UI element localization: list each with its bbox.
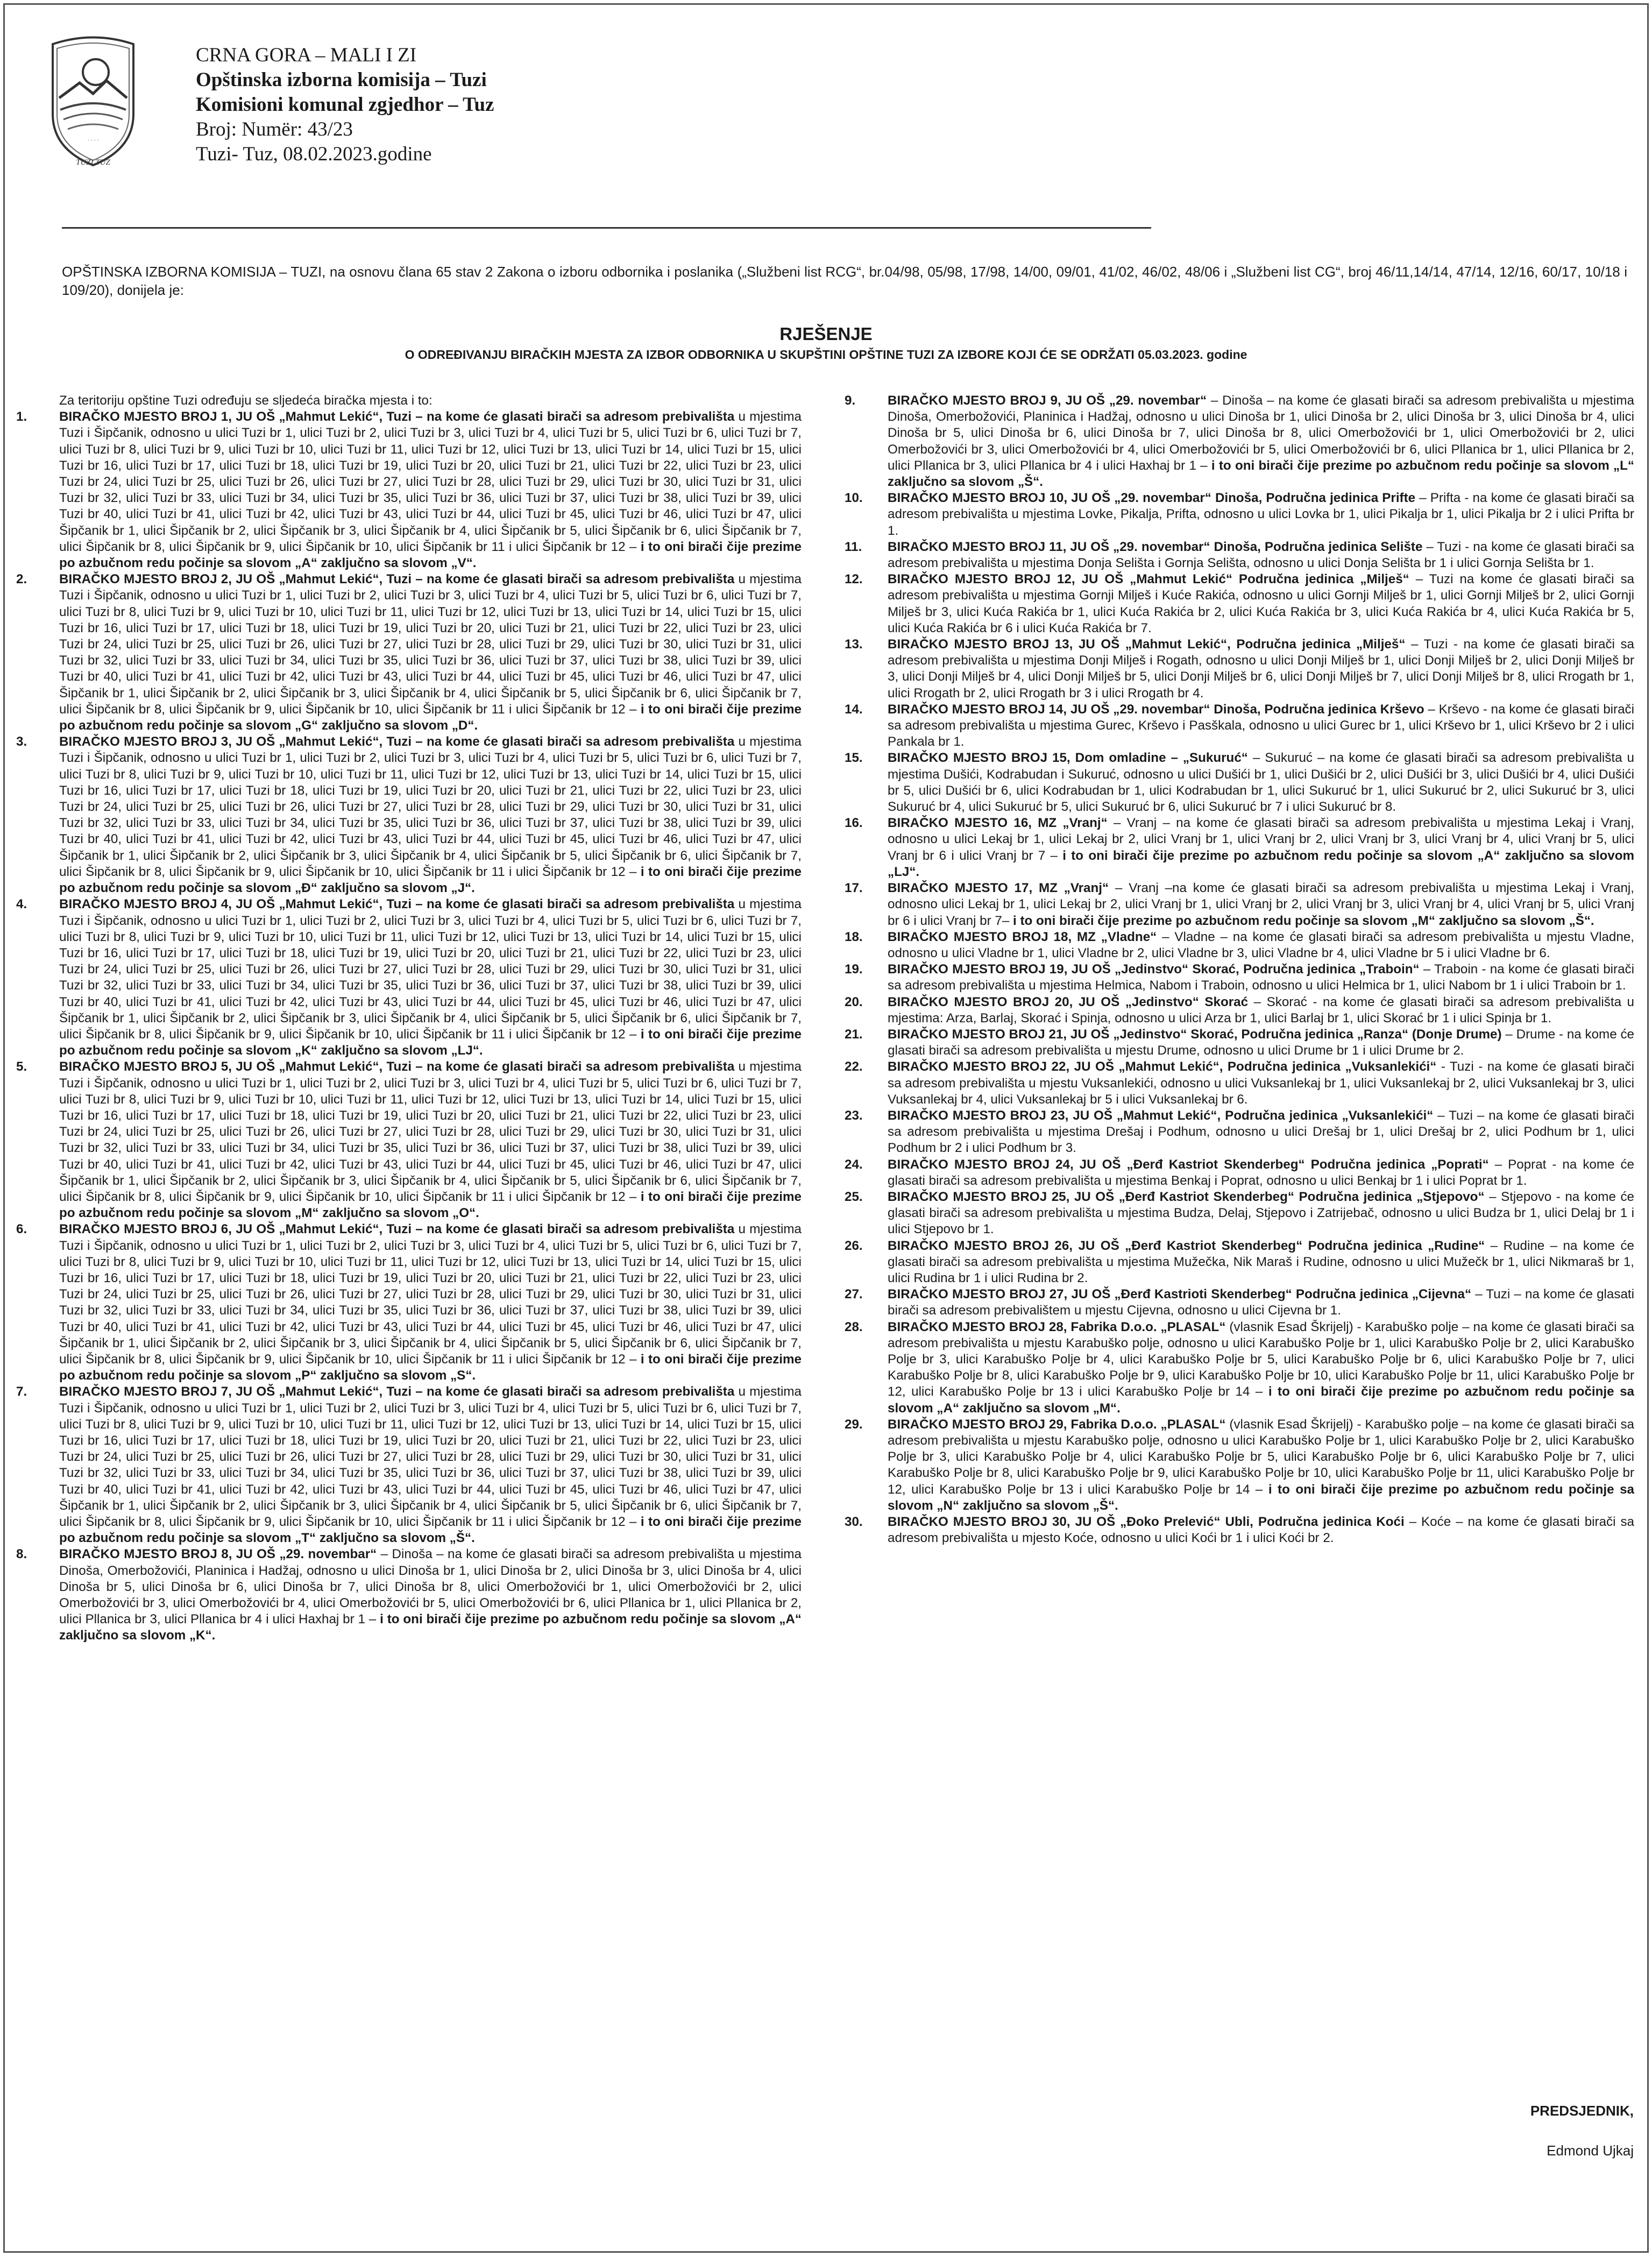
item-number: 14. [845,702,863,717]
polling-station-item [845,393,1634,490]
polling-station-item [16,1546,802,1644]
item-body: – Poprat - na kome će glasati birači sa adresom prebivališta u mjestima Benkaj i Poprat, odnosno u ulici Benkaj br 1 i ulici Poprat br 1. [888,1157,1634,1188]
item-body: – Tuzi - na kome će glasati birači sa adresom prebivališta u mjestima Donja Selišta i Gornja Selišta, odnosno u ulici Donja Selišta br 1 i ulici Gornja Selišta br 1. [888,539,1634,571]
polling-station-item [845,961,1634,994]
intro-paragraph: OPŠTINSKA IZBORNA KOMISIJA – TUZI, na osnovu člana 65 stav 2 Zakona o izboru odbornika i poslanika („Službeni list RCG“, br.04/98, 05/98, 17/98, 14/00, 09/01, 41/02, 46/02, 48/06 i „Službeni list CG“, broj 46/11,14/14, 47/14, 12/16, 60/17, 10/18 i 109/20), donijela je: [62,264,1627,298]
item-body: – Stjepovo - na kome će glasati birači sa adresom prebivališta u mjestima Budza, Delaj, Stjepovo i Zatrijebač, odnosno u ulici Budza br 1, ulici Delaj br 1 i ulici Stjepovo br 1. [888,1189,1634,1237]
item-heading: BIRAČKO MJESTO BROJ 21, JU OŠ „Jedinstvo“ Skorać, Područna jedinica „Ranza“ (Donje Drume) [888,1027,1502,1042]
item-body: – Dinoša – na kome će glasati birači sa adresom prebivališta u mjestima Dinoša, Omerbožovići, Planinica i Hadžaj, odnosno u ulici Dinoša br 1, ulici Dinoša br 2, ulici Dinoša br 3, ulici Dinoša br 4, ulici Dinoša br 5, ulici Dinoša br 6, ulici Dinoša br 7, ulici Dinoša br 8, ulici Omerbožovići br 1, ulici Omerbožovići br 2, ulici Omerbožovići br 3, ulici Omerbožovići br 4, ulici Omerbožovići br 5, ulici Omerbožovići br 6, ulici Pllanica br 1, ulici Pllanica br 2, ulici Pllanica br 3, ulici Pllanica br 4 i ulici Haxhaj br 1 – [59,1547,802,1627]
item-heading: BIRAČKO MJESTO BROJ 6, JU OŠ „Mahmut Lekić“, Tuzi – na kome će glasati birači sa adresom prebivališta [59,1222,735,1237]
item-heading: BIRAČKO MJESTO 17, MZ „Vranj“ [888,881,1109,896]
country-name: CRNA GORA – MALI I ZI [196,44,417,66]
polling-station-item [845,490,1634,539]
item-number: 11. [845,539,862,554]
item-surname-range: i to oni birači čije prezime po azbučnom redu počinje sa slovom „A“ zaključno sa slovom „M“. [888,1384,1634,1416]
item-heading: BIRAČKO MJESTO BROJ 25, JU OŠ „Đerđ Kastriot Skenderbeg“ Područna jedinica „Stjepovo“ [888,1189,1485,1204]
item-body: u mjestima Tuzi i Šipčanik, odnosno u ulici Tuzi br 1, ulici Tuzi br 2, ulici Tuzi br 3, ulici Tuzi br 4, ulici Tuzi br 5, ulici Tuzi br 6, ulici Tuzi br 7, ulici Tuzi br 8, ulici Tuzi br 9, ulici Tuzi br 10, ulici Tuzi br 11, ulici Tuzi br 12, ulici Tuzi br 13, ulici Tuzi br 14, ulici Tuzi br 15, ulici Tuzi br 16, ulici Tuzi br 17, ulici Tuzi br 18, ulici Tuzi br 19, ulici Tuzi br 20, ulici Tuzi br 21, ulici Tuzi br 22, ulici Tuzi br 23, ulici Tuzi br 24, ulici Tuzi br 25, ulici Tuzi br 26, ulici Tuzi br 27, ulici Tuzi br 28, ulici Tuzi br 29, ulici Tuzi br 30, ulici Tuzi br 31, ulici Tuzi br 32, ulici Tuzi br 33, ulici Tuzi br 34, ulici Tuzi br 35, ulici Tuzi br 36, ulici Tuzi br 37, ulici Tuzi br 38, ulici Tuzi br 39, ulici Tuzi br 40, ulici Tuzi br 41, ulici Tuzi br 42, ulici Tuzi br 43, ulici Tuzi br 44, ulici Tuzi br 45, ulici Tuzi br 46, ulici Tuzi br 47, ulici Šipčanik br 1, ulici Šipčanik br 2, ulici Šipčanik br 3, ulici Šipčanik br 4, ulici Šipčanik br 5, ulici Šipčanik br 6, ulici Šipčanik br 7, ulici Šipčanik br 8, ulici Šipčanik br 9, ulici Šipčanik br 10, ulici Šipčanik br 11 i ulici Šipčanik br 12 – [59,1384,802,1530]
item-number: 27. [845,1287,863,1302]
item-body: u mjestima Tuzi i Šipčanik, odnosno u ulici Tuzi br 1, ulici Tuzi br 2, ulici Tuzi br 3, ulici Tuzi br 4, ulici Tuzi br 5, ulici Tuzi br 6, ulici Tuzi br 7, ulici Tuzi br 8, ulici Tuzi br 9, ulici Tuzi br 10, ulici Tuzi br 11, ulici Tuzi br 12, ulici Tuzi br 13, ulici Tuzi br 14, ulici Tuzi br 15, ulici Tuzi br 16, ulici Tuzi br 17, ulici Tuzi br 18, ulici Tuzi br 19, ulici Tuzi br 20, ulici Tuzi br 21, ulici Tuzi br 22, ulici Tuzi br 23, ulici Tuzi br 24, ulici Tuzi br 25, ulici Tuzi br 26, ulici Tuzi br 27, ulici Tuzi br 28, ulici Tuzi br 29, ulici Tuzi br 30, ulici Tuzi br 31, ulici Tuzi br 32, ulici Tuzi br 33, ulici Tuzi br 34, ulici Tuzi br 35, ulici Tuzi br 36, ulici Tuzi br 37, ulici Tuzi br 38, ulici Tuzi br 39, ulici Tuzi br 40, ulici Tuzi br 41, ulici Tuzi br 42, ulici Tuzi br 43, ulici Tuzi br 44, ulici Tuzi br 45, ulici Tuzi br 46, ulici Tuzi br 47, ulici Šipčanik br 1, ulici Šipčanik br 2, ulici Šipčanik br 3, ulici Šipčanik br 4, ulici Šipčanik br 5, ulici Šipčanik br 6, ulici Šipčanik br 7, ulici Šipčanik br 8, ulici Šipčanik br 9, ulici Šipčanik br 10, ulici Šipčanik br 11 i ulici Šipčanik br 12 – [59,1059,802,1204]
item-body: u mjestima Tuzi i Šipčanik, odnosno u ulici Tuzi br 1, ulici Tuzi br 2, ulici Tuzi br 3, ulici Tuzi br 4, ulici Tuzi br 5, ulici Tuzi br 6, ulici Tuzi br 7, ulici Tuzi br 8, ulici Tuzi br 9, ulici Tuzi br 10, ulici Tuzi br 11, ulici Tuzi br 12, ulici Tuzi br 13, ulici Tuzi br 14, ulici Tuzi br 15, ulici Tuzi br 16, ulici Tuzi br 17, ulici Tuzi br 18, ulici Tuzi br 19, ulici Tuzi br 20, ulici Tuzi br 21, ulici Tuzi br 22, ulici Tuzi br 23, ulici Tuzi br 24, ulici Tuzi br 25, ulici Tuzi br 26, ulici Tuzi br 27, ulici Tuzi br 28, ulici Tuzi br 29, ulici Tuzi br 30, ulici Tuzi br 31, ulici Tuzi br 32, ulici Tuzi br 33, ulici Tuzi br 34, ulici Tuzi br 35, ulici Tuzi br 36, ulici Tuzi br 37, ulici Tuzi br 38, ulici Tuzi br 39, ulici Tuzi br 40, ulici Tuzi br 41, ulici Tuzi br 42, ulici Tuzi br 43, ulici Tuzi br 44, ulici Tuzi br 45, ulici Tuzi br 46, ulici Tuzi br 47, ulici Šipčanik br 1, ulici Šipčanik br 2, ulici Šipčanik br 3, ulici Šipčanik br 4, ulici Šipčanik br 5, ulici Šipčanik br 6, ulici Šipčanik br 7, ulici Šipčanik br 8, ulici Šipčanik br 9, ulici Šipčanik br 10, ulici Šipčanik br 11 i ulici Šipčanik br 12 – [59,734,802,879]
item-surname-range: i to oni birači čije prezime po azbučnom redu počinje sa slovom „M“ zaključno sa slovom „O“. [59,1189,802,1221]
item-body: – Koće – na kome će glasati birači sa adresom prebivališta u mjesto Koće, odnosno u ulici Koći br 1 i ulici Koći br 2. [888,1515,1634,1546]
item-number: 7. [16,1384,27,1399]
polling-station-item [845,637,1634,702]
item-number: 28. [845,1319,863,1334]
item-heading: BIRAČKO MJESTO BROJ 3, JU OŠ „Mahmut Lekić“, Tuzi – na kome će glasati birači sa adresom prebivališta [59,734,735,749]
item-heading: BIRAČKO MJESTO BROJ 23, JU OŠ „Mahmut Lekić“, Područna jedinica „Vuksanlekići“ [888,1108,1434,1123]
item-heading: BIRAČKO MJESTO BROJ 4, JU OŠ „Mahmut Lekić“, Tuzi – na kome će glasati birači sa adresom prebivališta [59,897,735,912]
item-body: – Skorać - na kome će glasati birači sa adresom prebivališta u mjestima: Arza, Barlaj, Skorać i Spinja, odnosno u ulici Arza br 1, ulici Barlaj br 1, ulici Skorać br 1 i ulici Spinja br 1. [888,994,1635,1026]
item-body: (vlasnik Esad Škrijelj) - Karabuško polje – na kome će glasati birači sa adresom prebivališta u mjestu Karabuško polje, odnosno u ulici Karabuško Polje br 1, ulici Karabuško Polje br 2, ulici Karabuško Polje br 3, ulici Karabuško Polje br 4, ulici Karabuško Polje br 5, ulici Karabuško Polje br 6, ulici Karabuško Polje br 7, ulici Karabuško Polje br 8, ulici Karabuško Polje br 9, ulici Karabuško Polje br 10, ulici Karabuško Polje br 11, ulici Karabuško Polje br 12, ulici Karabuško Polje br 13 i ulici Karabuško Polje br 14 – [888,1319,1634,1399]
item-number: 12. [845,572,863,587]
polling-station-item [845,750,1634,815]
polling-station-item [16,409,802,571]
polling-station-item [16,1059,802,1221]
item-body: u mjestima Tuzi i Šipčanik, odnosno u ulici Tuzi br 1, ulici Tuzi br 2, ulici Tuzi br 3, ulici Tuzi br 4, ulici Tuzi br 5, ulici Tuzi br 6, ulici Tuzi br 7, ulici Tuzi br 8, ulici Tuzi br 9, ulici Tuzi br 10, ulici Tuzi br 11, ulici Tuzi br 12, ulici Tuzi br 13, ulici Tuzi br 14, ulici Tuzi br 15, ulici Tuzi br 16, ulici Tuzi br 17, ulici Tuzi br 18, ulici Tuzi br 19, ulici Tuzi br 20, ulici Tuzi br 21, ulici Tuzi br 22, ulici Tuzi br 23, ulici Tuzi br 24, ulici Tuzi br 25, ulici Tuzi br 26, ulici Tuzi br 27, ulici Tuzi br 28, ulici Tuzi br 29, ulici Tuzi br 30, ulici Tuzi br 31, ulici Tuzi br 32, ulici Tuzi br 33, ulici Tuzi br 34, ulici Tuzi br 35, ulici Tuzi br 36, ulici Tuzi br 37, ulici Tuzi br 38, ulici Tuzi br 39, ulici Tuzi br 40, ulici Tuzi br 41, ulici Tuzi br 42, ulici Tuzi br 43, ulici Tuzi br 44, ulici Tuzi br 45, ulici Tuzi br 46, ulici Tuzi br 47, ulici Šipčanik br 1, ulici Šipčanik br 2, ulici Šipčanik br 3, ulici Šipčanik br 4, ulici Šipčanik br 5, ulici Šipčanik br 6, ulici Šipčanik br 7, ulici Šipčanik br 8, ulici Šipčanik br 9, ulici Šipčanik br 10, ulici Šipčanik br 11 i ulici Šipčanik br 12 – [59,409,802,554]
item-body: – Dinoša – na kome će glasati birači sa adresom prebivališta u mjestima Dinoša, Omerbožovići, Planinica i Hadžaj, odnosno u ulici Dinoša br 1, ulici Dinoša br 2, ulici Dinoša br 3, ulici Dinoša br 4, ulici Dinoša br 5, ulici Dinoša br 6, ulici Dinoša br 7, ulici Dinoša br 8, ulici Omerbožovići br 1, ulici Omerbožovići br 2, ulici Omerbožovići br 3, ulici Omerbožovići br 4, ulici Omerbožovići br 5, ulici Omerbožovići br 6, ulici Pllanica br 1, ulici Pllanica br 2, ulici Pllanica br 3, ulici Pllanica br 4 i ulici Haxhaj br 1 – [888,393,1634,473]
polling-station-item [845,880,1634,929]
item-number: 21. [845,1027,863,1042]
item-number: 3. [16,734,27,749]
polling-station-item [845,702,1634,751]
item-surname-range: i to oni birači čije prezime po azbučnom redu počinje sa slovom „A“ zaključno sa slovom „V“. [59,539,802,571]
item-number: 22. [845,1059,863,1074]
item-heading: BIRAČKO MJESTO BROJ 30, JU OŠ „Đoko Prelević“ Ubli, Područna jedinica Koći [888,1515,1405,1530]
left-column [16,393,802,1644]
item-body: – Vranj – na kome će glasati birači sa adresom prebivališta u mjestima Lekaj i Vranj, odnosno u ulici Lekaj br 1, ulici Lekaj br 2, ulici Vranj br 1, ulici Vranj br 2, ulici Vranj br 3, ulici Vranj br 4, ulici Vranj br 5, ulici Vranj br 6 i ulici Vranj br 7 – [888,816,1634,863]
item-heading: BIRAČKO MJESTO BROJ 29, Fabrika D.o.o. „PLASAL“ [888,1417,1226,1432]
polling-station-item [845,815,1634,880]
municipality-crest-logo [42,33,144,168]
item-number: 30. [845,1515,863,1530]
item-surname-range: i to oni birači čije prezime po azbučnom redu počinje sa slovom „T“ zaključno sa slovom „Š“. [59,1515,802,1546]
svg-text:· · · ·: · · · · [87,138,99,144]
item-number: 23. [845,1108,863,1123]
polling-station-item [16,1384,802,1546]
item-body: – Tuzi na kome će glasati birači sa adresom prebivališta u mjestima Gornji Milješ i Kuće Rakića, odnosno u ulici Gornji Milješ br 1, ulici Gornji Milješ br 2, ulici Gornji Milješ br 3, ulici Kuća Rakića br 1, ulici Kuća Rakića br 2, ulici Kuća Rakića br 3, ulici Kuća Rakića br 4, ulici Kuća Rakića br 5, ulici Kuća Rakića br 6 i ulici Kuća Rakića br 7. [888,572,1634,635]
item-body: – Drume - na kome će glasati birači sa adresom prebivališta u mjestu Drume, odnosno u ulici Drume br 1 i ulici Drume br 2. [888,1027,1635,1058]
item-body: (vlasnik Esad Škrijelj) - Karabuško polje – na kome će glasati birači sa adresom prebivališta u mjestu Karabuško polje, odnosno u ulici Karabuško Polje br 1, ulici Karabuško Polje br 2, ulici Karabuško Polje br 3, ulici Karabuško Polje br 4, ulici Karabuško Polje br 5, ulici Karabuško Polje br 6, ulici Karabuško Polje br 7, ulici Karabuško Polje br 8, ulici Karabuško Polje br 9, ulici Karabuško Polje br 10, ulici Karabuško Polje br 11, ulici Karabuško Polje br 12, ulici Karabuško Polje br 13 i ulici Karabuško Polje br 14 – [888,1417,1634,1497]
item-body: – Krševo - na kome će glasati birači sa adresom prebivališta u mjestima Gurec, Krševo i Pasškala, odnosno u ulici Gurec br 1, ulici Krševo br 1, ulici Krševo br 2 i ulici Pankala br 1. [888,702,1635,749]
polling-station-item [845,1514,1634,1546]
item-heading: BIRAČKO MJESTO BROJ 22, JU OŠ „Mahmut Lekić“, Područna jedinica „Vuksanlekići“ [888,1059,1437,1074]
item-heading: BIRAČKO MJESTO BROJ 11, JU OŠ „29. novembar“ Dinoša, Područna jedinica Selište [888,539,1423,554]
item-surname-range: i to oni birači čije prezime po azbučnom redu počinje sa slovom „N“ zaključno sa slovom „Š“. [888,1482,1634,1513]
item-heading: BIRAČKO MJESTO BROJ 13, JU OŠ „Mahmut Lekić“, Područna jedinica „Milješ“ [888,637,1406,652]
item-body: – Tuzi – na kome će glasati birači sa adresom prebivalištem u mjestu Cijevna, odnosno u ulici Cijevna br 1. [888,1287,1634,1318]
item-heading: BIRAČKO MJESTO BROJ 7, JU OŠ „Mahmut Lekić“, Tuzi – na kome će glasati birači sa adresom prebivališta [59,1384,735,1399]
item-heading: BIRAČKO MJESTO BROJ 20, JU OŠ „Jedinstvo“ Skorać [888,994,1249,1009]
polling-station-item [845,1238,1634,1287]
polling-station-item [845,539,1634,571]
polling-station-item [845,1417,1634,1514]
item-number: 15. [845,751,863,766]
item-number: 17. [845,881,863,896]
decision-subtitle: O ODREĐIVANJU BIRAČKIH MJESTA ZA IZBOR ODBORNIKA U SKUPŠTINI OPŠTINE TUZI ZA IZBORE KOJI ĆE SE ODRŽATI 05.03.2023. godine [405,348,1247,362]
item-surname-range: i to oni birači čije prezime po azbučnom redu počinje sa slovom „K“ zaključno sa slovom „LJ“. [59,1027,802,1058]
item-body: – Prifta - na kome će glasati birači sa adresom prebivališta u mjestima Lovke, Pikalja, Prifta, odnosno u ulici Lovka br 1, ulici Pikalja br 1, ulici Pikalja br 2 i ulici Prifta br 1. [888,491,1634,538]
polling-station-item [845,571,1634,637]
item-surname-range: i to oni birači čije prezime po azbučnom redu počinje sa slovom „A“ zaključno sa slovom „LJ“. [888,848,1634,879]
item-heading: BIRAČKO MJESTO BROJ 1, JU OŠ „Mahmut Lekić“, Tuzi – na kome će glasati birači sa adresom prebivališta [59,409,735,425]
item-number: 19. [845,962,863,977]
item-heading: BIRAČKO MJESTO BROJ 19, JU OŠ „Jedinstvo“ Skorać, Područna jedinica „Traboin“ [888,962,1420,977]
polling-station-item [845,1189,1634,1238]
item-number: 24. [845,1157,863,1172]
item-body: u mjestima Tuzi i Šipčanik, odnosno u ulici Tuzi br 1, ulici Tuzi br 2, ulici Tuzi br 3, ulici Tuzi br 4, ulici Tuzi br 5, ulici Tuzi br 6, ulici Tuzi br 7, ulici Tuzi br 8, ulici Tuzi br 9, ulici Tuzi br 10, ulici Tuzi br 11, ulici Tuzi br 12, ulici Tuzi br 13, ulici Tuzi br 14, ulici Tuzi br 15, ulici Tuzi br 16, ulici Tuzi br 17, ulici Tuzi br 18, ulici Tuzi br 19, ulici Tuzi br 20, ulici Tuzi br 21, ulici Tuzi br 22, ulici Tuzi br 23, ulici Tuzi br 24, ulici Tuzi br 25, ulici Tuzi br 26, ulici Tuzi br 27, ulici Tuzi br 28, ulici Tuzi br 29, ulici Tuzi br 30, ulici Tuzi br 31, ulici Tuzi br 32, ulici Tuzi br 33, ulici Tuzi br 34, ulici Tuzi br 35, ulici Tuzi br 36, ulici Tuzi br 37, ulici Tuzi br 38, ulici Tuzi br 39, ulici Tuzi br 40, ulici Tuzi br 41, ulici Tuzi br 42, ulici Tuzi br 43, ulici Tuzi br 44, ulici Tuzi br 45, ulici Tuzi br 46, ulici Tuzi br 47, ulici Šipčanik br 1, ulici Šipčanik br 2, ulici Šipčanik br 3, ulici Šipčanik br 4, ulici Šipčanik br 5, ulici Šipčanik br 6, ulici Šipčanik br 7, ulici Šipčanik br 8, ulici Šipčanik br 9, ulici Šipčanik br 10, ulici Šipčanik br 11 i ulici Šipčanik br 12 – [59,897,802,1042]
item-body: – Vladne – na kome će glasati birači sa adresom prebivališta u mjestu Vladne, odnosno u ulici Vladne br 1, ulici Vladne br 2, ulici Vladne br 3, ulici Vladne br 4, ulici Vladne br 5 i ulici Vladne br 6. [888,929,1634,960]
item-heading: BIRAČKO MJESTO BROJ 12, JU OŠ „Mahmut Lekić“ Područna jedinica „Milješ“ [888,572,1409,587]
item-body: – Rudine – na kome će glasati birači sa adresom prebivališta u mjestima Mužečka, Nik Maraš i Rudine, odnosno u ulici Mužečk br 1, ulici Nikmaraš br 1, ulici Rudina br 1 i ulici Rudina br 2. [888,1238,1634,1285]
polling-station-item [16,1221,802,1384]
item-body: – Tuzi - na kome će glasati birači sa adresom prebivališta u mjestima Donji Milješ i Rogath, odnosno u ulici Donji Milješ br 1, ulici Donji Milješ br 2, ulici Donji Milješ br 3, ulici Donji Milješ br 4, ulici Donji Milješ br 5, ulici Donji Milješ br 6, ulici Donji Milješ br 7, ulici Donji Milješ br 8, ulici Rrogath br 1, ulici Rrogath br 2, ulici Rrogath br 3 i ulici Rrogath br 4. [888,637,1634,701]
item-surname-range: i to oni birači čije prezime po azbučnom redu počinje sa slovom „M“ zaključno sa slovom „Š“. [1013,913,1594,928]
item-number: 8. [16,1547,27,1562]
item-number: 4. [16,897,27,912]
item-heading: BIRAČKO MJESTO BROJ 5, JU OŠ „Mahmut Lekić“, Tuzi – na kome će glasati birači sa adresom prebivališta [59,1059,735,1074]
polling-station-item [845,1059,1634,1108]
item-surname-range: i to oni birači čije prezime po azbučnom redu počinje sa slovom „P“ zaključno sa slovom „S“. [59,1352,802,1383]
item-heading: BIRAČKO MJESTO BROJ 27, JU OŠ „Đerđ Kastrioti Skenderbeg“ Područna jedinica „Cijevna“ [888,1287,1472,1302]
item-body: – Traboin - na kome će glasati birači sa adresom prebivališta u mjestima Helmica, Nabom i Traboin, odnosno u ulici Helmica br 1, ulici Nabom br 1 i ulici Traboin br 1. [888,962,1634,993]
item-number: 16. [845,816,863,831]
item-body: – Sukuruć – na kome će glasati birači sa adresom prebivališta u mjestima Dušići, Kodrabudan i Sukuruć, odnosno u ulici Dušići br 1, ulici Dušići br 2, ulici Dušići br 3, ulici Dušići br 4, ulici Dušići br 5, ulici Dušići br 6, ulici Kodrabudan br 1, ulici Kodrabudan br 1, ulici Sukuruć br 1, ulici Sukuruć br 2, ulici Sukuruć br 3, ulici Sukuruć br 4, ulici Sukuruć br 5, ulici Sukuruć br 6, ulici Sukuruć br 7 i ulici Sukuruć br 8. [888,751,1634,815]
document-date: Tuzi- Tuz, 08.02.2023.godine [196,143,432,165]
polling-station-item [16,571,802,734]
commission-name-alb: Komisioni komunal zgjedhor – Tuz [196,94,494,116]
item-body: u mjestima Tuzi i Šipčanik, odnosno u ulici Tuzi br 1, ulici Tuzi br 2, ulici Tuzi br 3, ulici Tuzi br 4, ulici Tuzi br 5, ulici Tuzi br 6, ulici Tuzi br 7, ulici Tuzi br 8, ulici Tuzi br 9, ulici Tuzi br 10, ulici Tuzi br 11, ulici Tuzi br 12, ulici Tuzi br 13, ulici Tuzi br 14, ulici Tuzi br 15, ulici Tuzi br 16, ulici Tuzi br 17, ulici Tuzi br 18, ulici Tuzi br 19, ulici Tuzi br 20, ulici Tuzi br 21, ulici Tuzi br 22, ulici Tuzi br 23, ulici Tuzi br 24, ulici Tuzi br 25, ulici Tuzi br 26, ulici Tuzi br 27, ulici Tuzi br 28, ulici Tuzi br 29, ulici Tuzi br 30, ulici Tuzi br 31, ulici Tuzi br 32, ulici Tuzi br 33, ulici Tuzi br 34, ulici Tuzi br 35, ulici Tuzi br 36, ulici Tuzi br 37, ulici Tuzi br 38, ulici Tuzi br 39, ulici Tuzi br 40, ulici Tuzi br 41, ulici Tuzi br 42, ulici Tuzi br 43, ulici Tuzi br 44, ulici Tuzi br 45, ulici Tuzi br 46, ulici Tuzi br 47, ulici Šipčanik br 1, ulici Šipčanik br 2, ulici Šipčanik br 3, ulici Šipčanik br 4, ulici Šipčanik br 5, ulici Šipčanik br 6, ulici Šipčanik br 7, ulici Šipčanik br 8, ulici Šipčanik br 9, ulici Šipčanik br 10, ulici Šipčanik br 11 i ulici Šipčanik br 12 – [59,1222,802,1367]
item-number: 5. [16,1059,27,1074]
item-surname-range: i to oni birači čije prezime po azbučnom redu počinje sa slovom „A“ zaključno sa slovom „K“. [59,1612,802,1643]
signature-title: PREDSJEDNIK, [1530,2103,1634,2119]
right-column [845,393,1634,1546]
polling-station-item [845,1108,1634,1157]
item-number: 1. [16,409,27,425]
polling-station-item [845,1027,1634,1059]
item-surname-range: i to oni birači čije prezime po azbučnom redu počinje sa slovom „G“ zaključno sa slovom „D“. [59,702,802,733]
item-heading: BIRAČKO MJESTO BROJ 9, JU OŠ „29. novembar“ [888,393,1207,408]
polling-station-item [845,1319,1634,1417]
item-body: u mjestima Tuzi i Šipčanik, odnosno u ulici Tuzi br 1, ulici Tuzi br 2, ulici Tuzi br 3, ulici Tuzi br 4, ulici Tuzi br 5, ulici Tuzi br 6, ulici Tuzi br 7, ulici Tuzi br 8, ulici Tuzi br 9, ulici Tuzi br 10, ulici Tuzi br 11, ulici Tuzi br 12, ulici Tuzi br 13, ulici Tuzi br 14, ulici Tuzi br 15, ulici Tuzi br 16, ulici Tuzi br 17, ulici Tuzi br 18, ulici Tuzi br 19, ulici Tuzi br 20, ulici Tuzi br 21, ulici Tuzi br 22, ulici Tuzi br 23, ulici Tuzi br 24, ulici Tuzi br 25, ulici Tuzi br 26, ulici Tuzi br 27, ulici Tuzi br 28, ulici Tuzi br 29, ulici Tuzi br 30, ulici Tuzi br 31, ulici Tuzi br 32, ulici Tuzi br 33, ulici Tuzi br 34, ulici Tuzi br 35, ulici Tuzi br 36, ulici Tuzi br 37, ulici Tuzi br 38, ulici Tuzi br 39, ulici Tuzi br 40, ulici Tuzi br 41, ulici Tuzi br 42, ulici Tuzi br 43, ulici Tuzi br 44, ulici Tuzi br 45, ulici Tuzi br 46, ulici Tuzi br 47, ulici Šipčanik br 1, ulici Šipčanik br 2, ulici Šipčanik br 3, ulici Šipčanik br 4, ulici Šipčanik br 5, ulici Šipčanik br 6, ulici Šipčanik br 7, ulici Šipčanik br 8, ulici Šipčanik br 9, ulici Šipčanik br 10, ulici Šipčanik br 11 i ulici Šipčanik br 12 – [59,572,802,717]
item-number: 18. [845,929,863,944]
decision-title: RJEŠENJE [779,324,873,344]
item-surname-range: i to oni birači čije prezime po azbučnom redu počinje sa slovom „L“ zaključno sa slovom „Š“. [888,458,1635,490]
item-number: 29. [845,1417,863,1432]
lead-sentence: Za teritoriju opštine Tuzi određuju se sljedeća biračka mjesta i to: [59,393,433,408]
polling-station-item [845,929,1634,961]
item-heading: BIRAČKO MJESTO BROJ 14, JU OŠ „29. novembar“ Dinoša, Područna jedinica Krševo [888,702,1424,717]
item-surname-range: i to oni birači čije prezime po azbučnom redu počinje sa slovom „Đ“ zaključno sa slovom „J“. [59,864,802,896]
item-number: 9. [845,393,856,408]
item-number: 26. [845,1238,863,1253]
item-number: 10. [845,491,863,506]
logo-caption: TUZI TUZ [76,158,110,167]
polling-station-item [845,1286,1634,1319]
commission-name: Opštinska izborna komisija – Tuzi [196,69,487,91]
item-heading: BIRAČKO MJESTO BROJ 2, JU OŠ „Mahmut Lekić“, Tuzi – na kome će glasati birači sa adresom prebivališta [59,572,735,587]
item-number: 20. [845,994,863,1009]
item-heading: BIRAČKO MJESTO BROJ 28, Fabrika D.o.o. „PLASAL“ [888,1319,1226,1334]
polling-station-item [16,734,802,896]
polling-station-item [845,994,1634,1027]
document-number: Broj: Numër: 43/23 [196,118,353,140]
signature-name: Edmond Ujkaj [1547,2142,1634,2159]
polling-station-item [16,896,802,1059]
item-body: - Tuzi - na kome će glasati birači sa adresom prebivališta u mjestu Vuksanlekići, odnosno u ulici Vuksanlekaj br 1, ulici Vuksanlekaj br 2, ulici Vuksanlekaj br 3, ulici Vuksanlekaj br 4, ulici Vuksanlekaj br 5 i ulici Vuksanlekaj br 6. [888,1059,1634,1107]
item-heading: BIRAČKO MJESTO BROJ 24, JU OŠ „Đerđ Kastriot Skenderbeg“ Područna jedinica „Poprati“ [888,1157,1489,1172]
item-number: 2. [16,572,27,587]
item-heading: BIRAČKO MJESTO BROJ 26, JU OŠ „Đerđ Kastriot Skenderbeg“ Područna jedinica „Rudine“ [888,1238,1485,1253]
polling-station-item [845,1157,1634,1189]
document-header [196,43,494,167]
item-heading: BIRAČKO MJESTO BROJ 18, MZ „Vladne“ [888,929,1157,944]
item-body: – Tuzi – na kome će glasati birači sa adresom prebivališta u mjestima Drešaj i Podhum, odnosno u ulici Drešaj br 1, ulici Drešaj br 2, ulici Podhum br 1, ulici Podhum br 2 i ulici Podhum br 3. [888,1108,1634,1156]
item-number: 6. [16,1222,27,1237]
item-heading: BIRAČKO MJESTO 16, MZ „Vranj“ [888,816,1108,831]
header-divider [62,227,1151,229]
item-heading: BIRAČKO MJESTO BROJ 8, JU OŠ „29. novembar“ [59,1547,377,1562]
item-body: – Vranj –na kome će glasati birači sa adresom prebivališta u mjestima Lekaj i Vranj, odnosno ulici Lekaj br 1, ulici Lekaj br 2, ulici Vranj br 1, ulici Vranj br 2, ulici Vranj br 3, ulici Vranj br 4, ulici Vranj br 5, ulici Vranj br 6 i ulici Vranj br 7– [888,881,1634,928]
item-number: 25. [845,1189,863,1204]
item-heading: BIRAČKO MJESTO BROJ 10, JU OŠ „29. novembar“ Dinoša, Područna jedinica Prifte [888,491,1416,506]
item-number: 13. [845,637,863,652]
item-heading: BIRAČKO MJESTO BROJ 15, Dom omladine – „Sukuruć“ [888,751,1248,766]
